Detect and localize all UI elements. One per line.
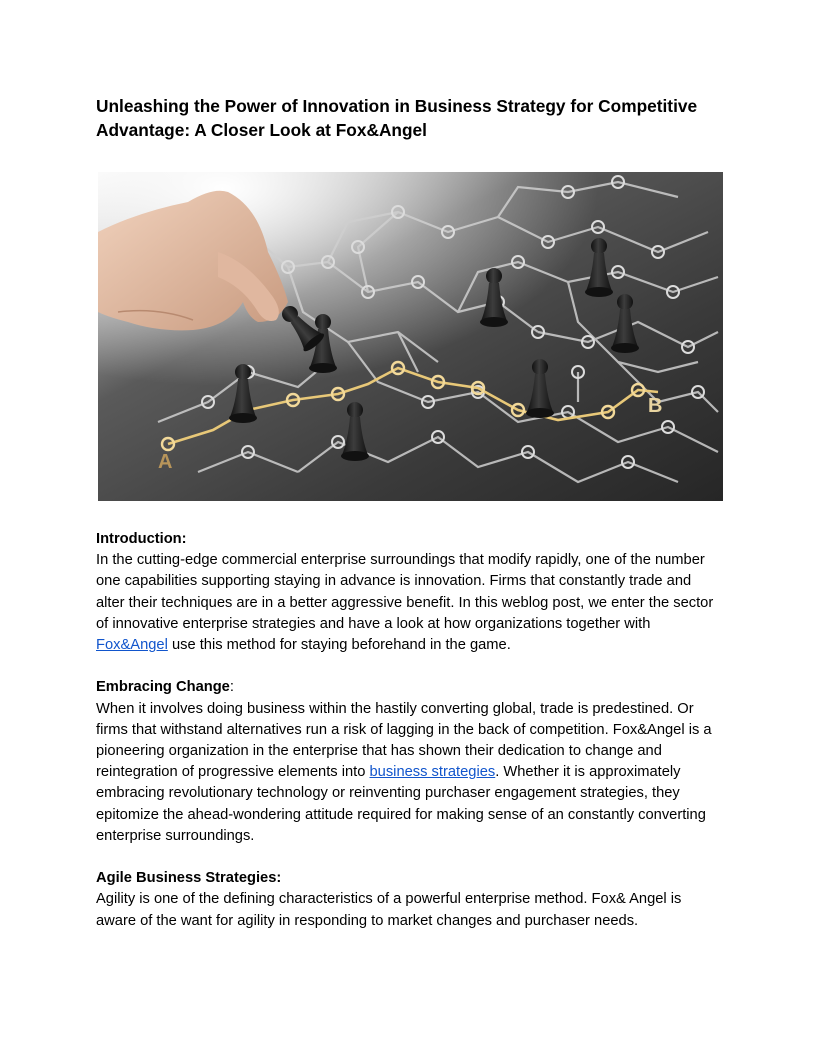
path-start-label: A bbox=[158, 451, 173, 473]
section-heading-agile-business-strategies: Agile Business Strategies: bbox=[96, 870, 282, 887]
hero-image-strategy-board bbox=[98, 172, 723, 501]
section-body-agile-business-strategies: Agility is one of the defining characteristics of a powerful enterprise method. Fox& Angel is aware of the want for agility in responding to market changes and purchaser needs. bbox=[96, 891, 682, 929]
body-text: When it involves doing business within the hastily converting global, trade is predestined. Or firms that withstand alternatives run a risk of lagging in the back of competition. Fox&Angel is a pioneering organization in the enterprise that has shown their dedication to change and reintegration of progressive elements into bbox=[96, 700, 712, 781]
path-end-label: B bbox=[648, 395, 663, 417]
article-body bbox=[96, 529, 722, 932]
section-body-embracing-change bbox=[96, 699, 722, 847]
document-page bbox=[96, 94, 722, 932]
body-text: In the cutting-edge commercial enterprise surroundings that modify rapidly, one of the number one capabilities supporting staying in advance is innovation. Firms that constantly trade and alter their techniques are in a better aggressive benefit. In this weblog post, we enter the sector of innovative enterprise strategies and have a look at how organizations together with bbox=[96, 552, 714, 632]
heading-colon: : bbox=[229, 679, 234, 696]
fox-angel-link[interactable]: Fox&Angel bbox=[96, 637, 168, 654]
body-text: . Whether it is approximately embracing revolutionary technology or reinventing purchaser engagement strategies, they epitomize the ahead-wondering attitude required for making sense of an constantly converting enterprise surroundings. bbox=[96, 764, 706, 844]
section-heading-introduction: Introduction: bbox=[96, 531, 187, 547]
document-title: Unleashing the Power of Innovation in Business Strategy for Competitive Advantage: A Closer Look at Fox&Angel bbox=[96, 96, 698, 140]
section-body-introduction bbox=[96, 550, 722, 656]
business-strategies-link[interactable]: business strategies bbox=[369, 764, 496, 781]
body-text: use this method for staying beforehand in the game. bbox=[167, 637, 511, 654]
section-heading-embracing-change bbox=[96, 677, 722, 698]
heading-text: Embracing Change bbox=[96, 679, 230, 696]
